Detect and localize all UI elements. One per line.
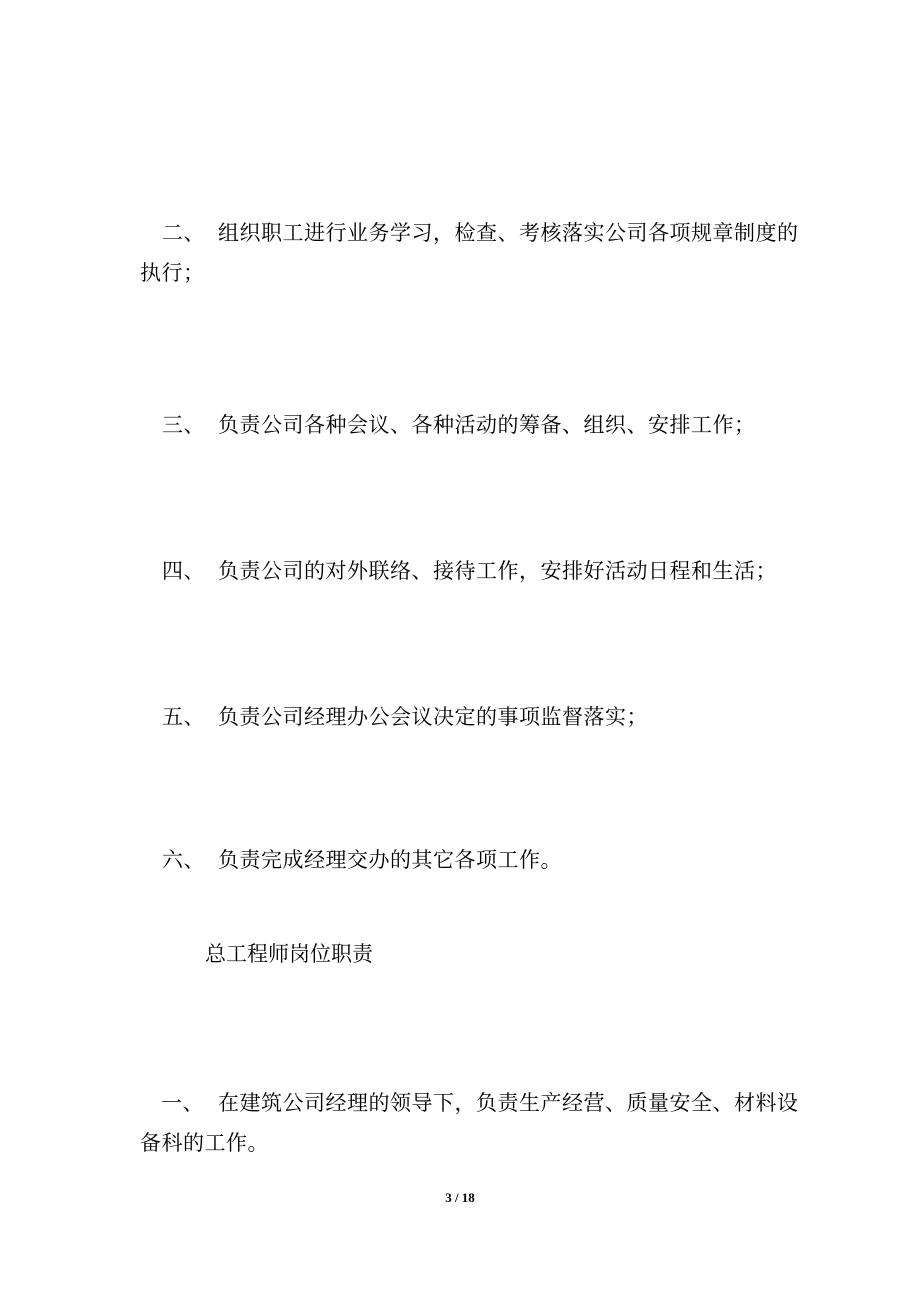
item-number: 四、 xyxy=(162,559,205,583)
item-text: 负责公司的对外联络、接待工作，安排好活动日程和生活； xyxy=(218,559,777,583)
item-text: 组织职工进行业务学习，检查、考核落实公司各项规章制度的执行； xyxy=(140,221,799,285)
list-item xyxy=(140,840,800,880)
item-number: 六、 xyxy=(162,848,205,872)
item-number: 三、 xyxy=(162,413,205,437)
list-item xyxy=(140,213,800,293)
list-item xyxy=(140,697,800,737)
list-item xyxy=(140,1083,800,1163)
item-text: 负责公司各种会议、各种活动的筹备、组织、安排工作； xyxy=(218,413,756,437)
item-text: 负责完成经理交办的其它各项工作。 xyxy=(218,848,562,872)
list-item xyxy=(140,551,800,591)
item-number: 二、 xyxy=(162,221,205,245)
item-text: 负责公司经理办公会议决定的事项监督落实； xyxy=(218,705,648,729)
item-number: 五、 xyxy=(162,705,205,729)
section-heading: 总工程师岗位职责 xyxy=(205,942,373,966)
page-number: 3 / 18 xyxy=(445,1190,475,1205)
item-text: 在建筑公司经理的领导下，负责生产经营、质量安全、材料设备科的工作。 xyxy=(140,1091,799,1155)
item-number: 一、 xyxy=(161,1091,204,1115)
list-item xyxy=(140,405,800,445)
